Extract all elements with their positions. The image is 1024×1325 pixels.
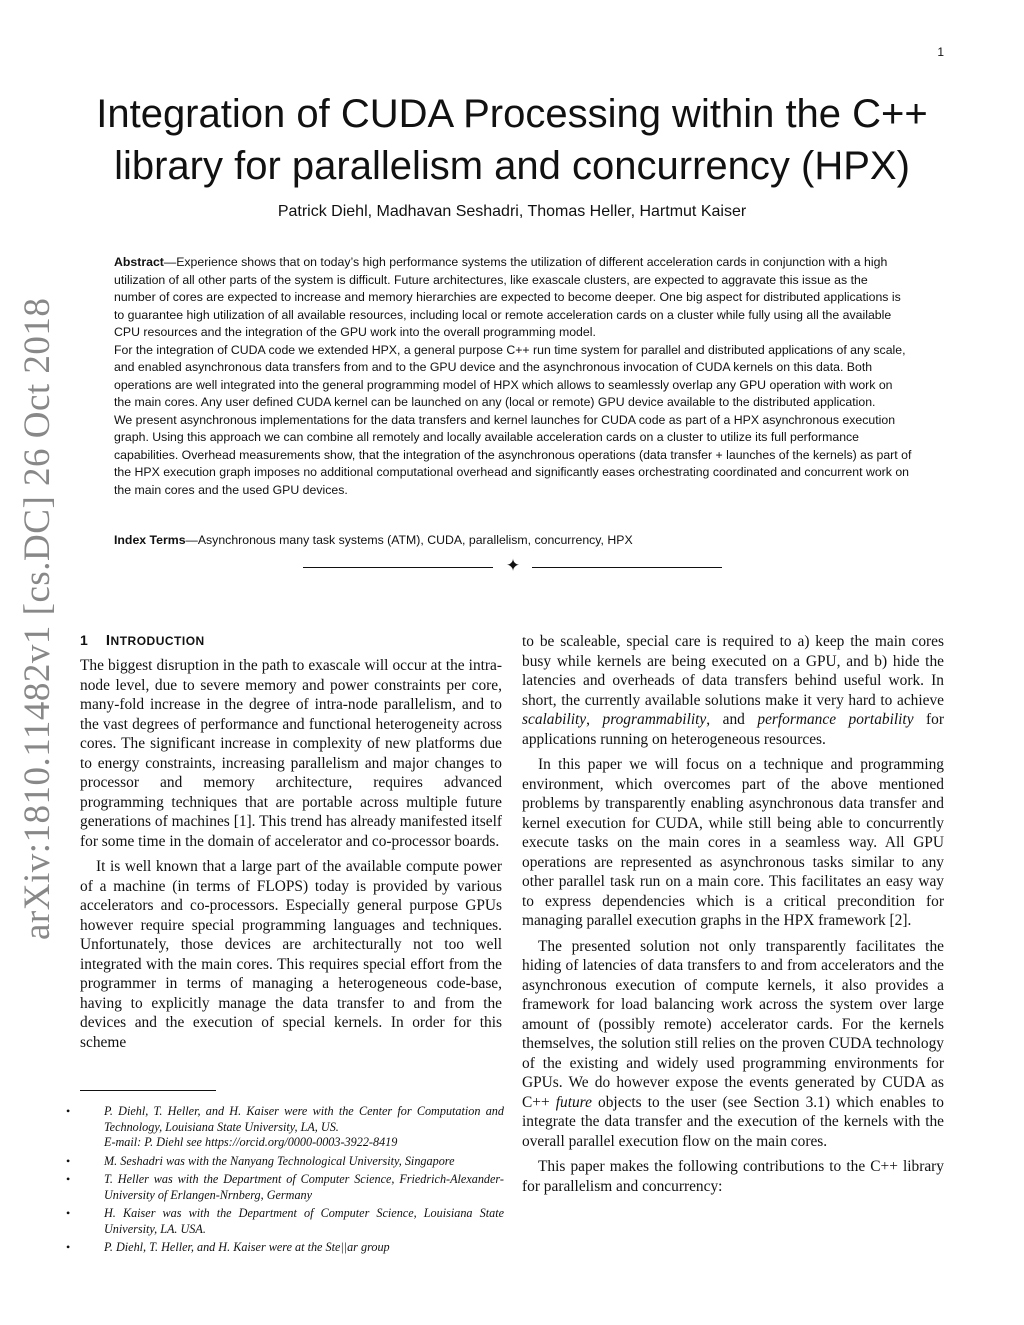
separator-rule-left [303, 567, 493, 568]
left-column [80, 656, 502, 1052]
emphasis-scalability: scalability [522, 711, 587, 728]
emphasis-programmability: programmability [602, 711, 707, 728]
footnote-item [62, 1172, 504, 1203]
abstract [114, 254, 912, 499]
text-run: , [586, 711, 603, 728]
footnote-item [62, 1154, 504, 1170]
footnote-item [62, 1206, 504, 1237]
title-line-1: Integration of CUDA Processing within the C++ [96, 92, 928, 136]
footnote-text: P. Diehl, T. Heller, and H. Kaiser were at the Ste||ar group [104, 1240, 390, 1254]
intro-paragraph-2: It is well known that a large part of the available compute power of a machine (in terms of FLOPS) today is provided by various accelerators and co-processors. Especially general purpose GPUs however require special programming languages and techniques. Unfortunately, those devices are architecturally not too well integrated with the main cores. This requires special effort from the programmer in terms of managing a heterogeneous code-base, having to explicitly manage the data transfer to and from the devices and the execution of special kernels. In order for this scheme [80, 858, 502, 1051]
footnote-text: H. Kaiser was with the Department of Computer Science, Louisiana State University, LA. USA. [104, 1206, 504, 1236]
index-terms-label: Index Terms [114, 533, 186, 547]
footnote-item [62, 1104, 504, 1151]
footnote-text: P. Diehl, T. Heller, and H. Kaiser were with the Center for Computation and Technology, Louisiana State University, LA, US. [104, 1104, 504, 1134]
index-terms [114, 532, 912, 550]
footnote-text: T. Heller was with the Department of Computer Science, Friedrich-Alexander-University of Erlangen-Nrnberg, Germany [104, 1172, 504, 1202]
emphasis-performance-portability: performance portability [757, 711, 914, 728]
text-run: The presented solution not only transparently facilitates the hiding of latencies of data transfers to and from accelerators and the asynchronous execution of compute kernels, it also provides a framework for load balancing work across the system over large amount of (possibly remote) accelerator cards. For the kernels themselves, the solution still relies on the proven CUDA technology of the existing and widely used programming environments for GPUs. We do however expose the events generated by CUDA as C++ [522, 937, 944, 1111]
index-terms-text: —Asynchronous many task systems (ATM), CUDA, parallelism, concurrency, HPX [185, 533, 633, 547]
paper-title [70, 88, 954, 192]
text-run: to be scaleable, special care is required to a) keep the main cores busy while kernels are being executed on a GPU, and b) hide the latencies and overheads of data transfers behind useful work. In short, the currently available solutions make it very hard to achieve [522, 633, 944, 709]
text-run: , and [706, 711, 758, 728]
intro-paragraph-continued [522, 632, 944, 749]
page-number: 1 [937, 45, 944, 59]
section-title-rest: NTRODUCTION [110, 634, 205, 648]
abstract-label: Abstract [114, 255, 164, 269]
footnote-rule [80, 1090, 216, 1091]
section-number: 1 [80, 632, 89, 648]
abstract-text-1: —Experience shows that on today’s high performance systems the utilization of different acceleration cards in conjunction with a high utilization of all other parts of the system is difficult. Future architectures, like exascale clusters, are expected to aggravate this issue as the number of cores are expected to increase and memory hierarchies are expected to become deeper. One big aspect for distributed applications is to guarantee high utilization of all available resources, including local or remote acceleration cards on a cluster while fully using all the available CPU resources and the integration of the GPU work into the overall programming model. [114, 255, 901, 339]
section-heading-introduction [80, 632, 205, 649]
intro-paragraph-5: This paper makes the following contributions to the C++ library for parallelism and concurrency: [522, 1158, 944, 1195]
intro-paragraph-1: The biggest disruption in the path to exascale will occur at the intra-node level, due to severe memory and power constraints per core, many-fold increase in the degree of intra-node parallelism, and to the vast degrees of performance and functional heterogeneity across cores. The significant increase in complexity of new platforms due to energy constraints, increasing parallelism and major changes to processor and memory architecture, requires advanced programming techniques that are portable across multiple future generations of machines [1]. This trend has already manifested itself for some time in the domain of accelerator and co-processor boards. [80, 657, 502, 850]
right-column [522, 632, 944, 1196]
separator-diamond-icon: ✦ [505, 556, 521, 576]
arxiv-identifier: arXiv:1810.11482v1 [cs.DC] 26 Oct 2018 [17, 297, 58, 940]
footnote-item [62, 1240, 504, 1256]
abstract-paragraph-3: We present asynchronous implementations for the data transfers and kernel launches for CUDA code as part of a HPX asynchronous execution graph. Using this approach we can combine all remotely and locally available acceleration cards on a cluster to utilize its full performance capabilities. Overhead measurements show, that the integration of the asynchronous operations (data transfer + launches of the kernels) as part of the HPX execution graph imposes no additional computational overhead and significantly eases orchestrating coordinated and concurrent work on the main cores and the used GPU devices. [114, 412, 912, 497]
abstract-paragraph-1 [114, 254, 912, 342]
intro-paragraph-3: In this paper we will focus on a technique and programming environment, which overcomes part of the above mentioned problems by transparently enabling asynchronous data transfer and kernel execution for CUDA, while still being able to concurrently execute tasks on the main cores in a seamless way. All GPU operations are represented as asynchronous tasks similar to any other parallel task run on a main core. This facilitates an easy way to express dependencies which is a critical precondition for managing parallel execution graphs in the HPX framework [2]. [522, 756, 944, 929]
text-run: objects to the user (see Section 3.1) which enables to integrate the data transfer and the execution of the kernels with the overall parallel execution flow on the main cores. [522, 1093, 944, 1150]
abstract-paragraph-2: For the integration of CUDA code we extended HPX, a general purpose C++ run time system for parallel and distributed applications of any scale, and enabled asynchronous data transfers from and to the GPU device and the asynchronous invocation of CUDA kernels on this data. Both operations are well integrated into the general programming model of HPX which allows to seamlessly overlap any GPU operation with work on the main cores. Any user defined CUDA kernel can be launched on any (local or remote) GPU device available to the distributed application. [114, 342, 906, 409]
author-affiliation-footnotes [62, 1104, 504, 1259]
separator-rule-right [532, 567, 722, 568]
footnote-text: M. Seshadri was with the Nanyang Technological University, Singapore [104, 1153, 455, 1168]
intro-paragraph-4 [522, 937, 944, 1152]
section-title-initial: I [105, 632, 111, 649]
text-run: for applications running on heterogeneous resources. [522, 711, 944, 748]
author-list: Patrick Diehl, Madhavan Seshadri, Thomas Heller, Hartmut Kaiser [277, 203, 747, 220]
emphasis-future: future [555, 1093, 592, 1111]
footnote-email: E-mail: P. Diehl see https://orcid.org/0000-0003-3922-8419 [104, 1135, 398, 1149]
title-line-2: library for parallelism and concurrency (HPX) [114, 144, 910, 188]
